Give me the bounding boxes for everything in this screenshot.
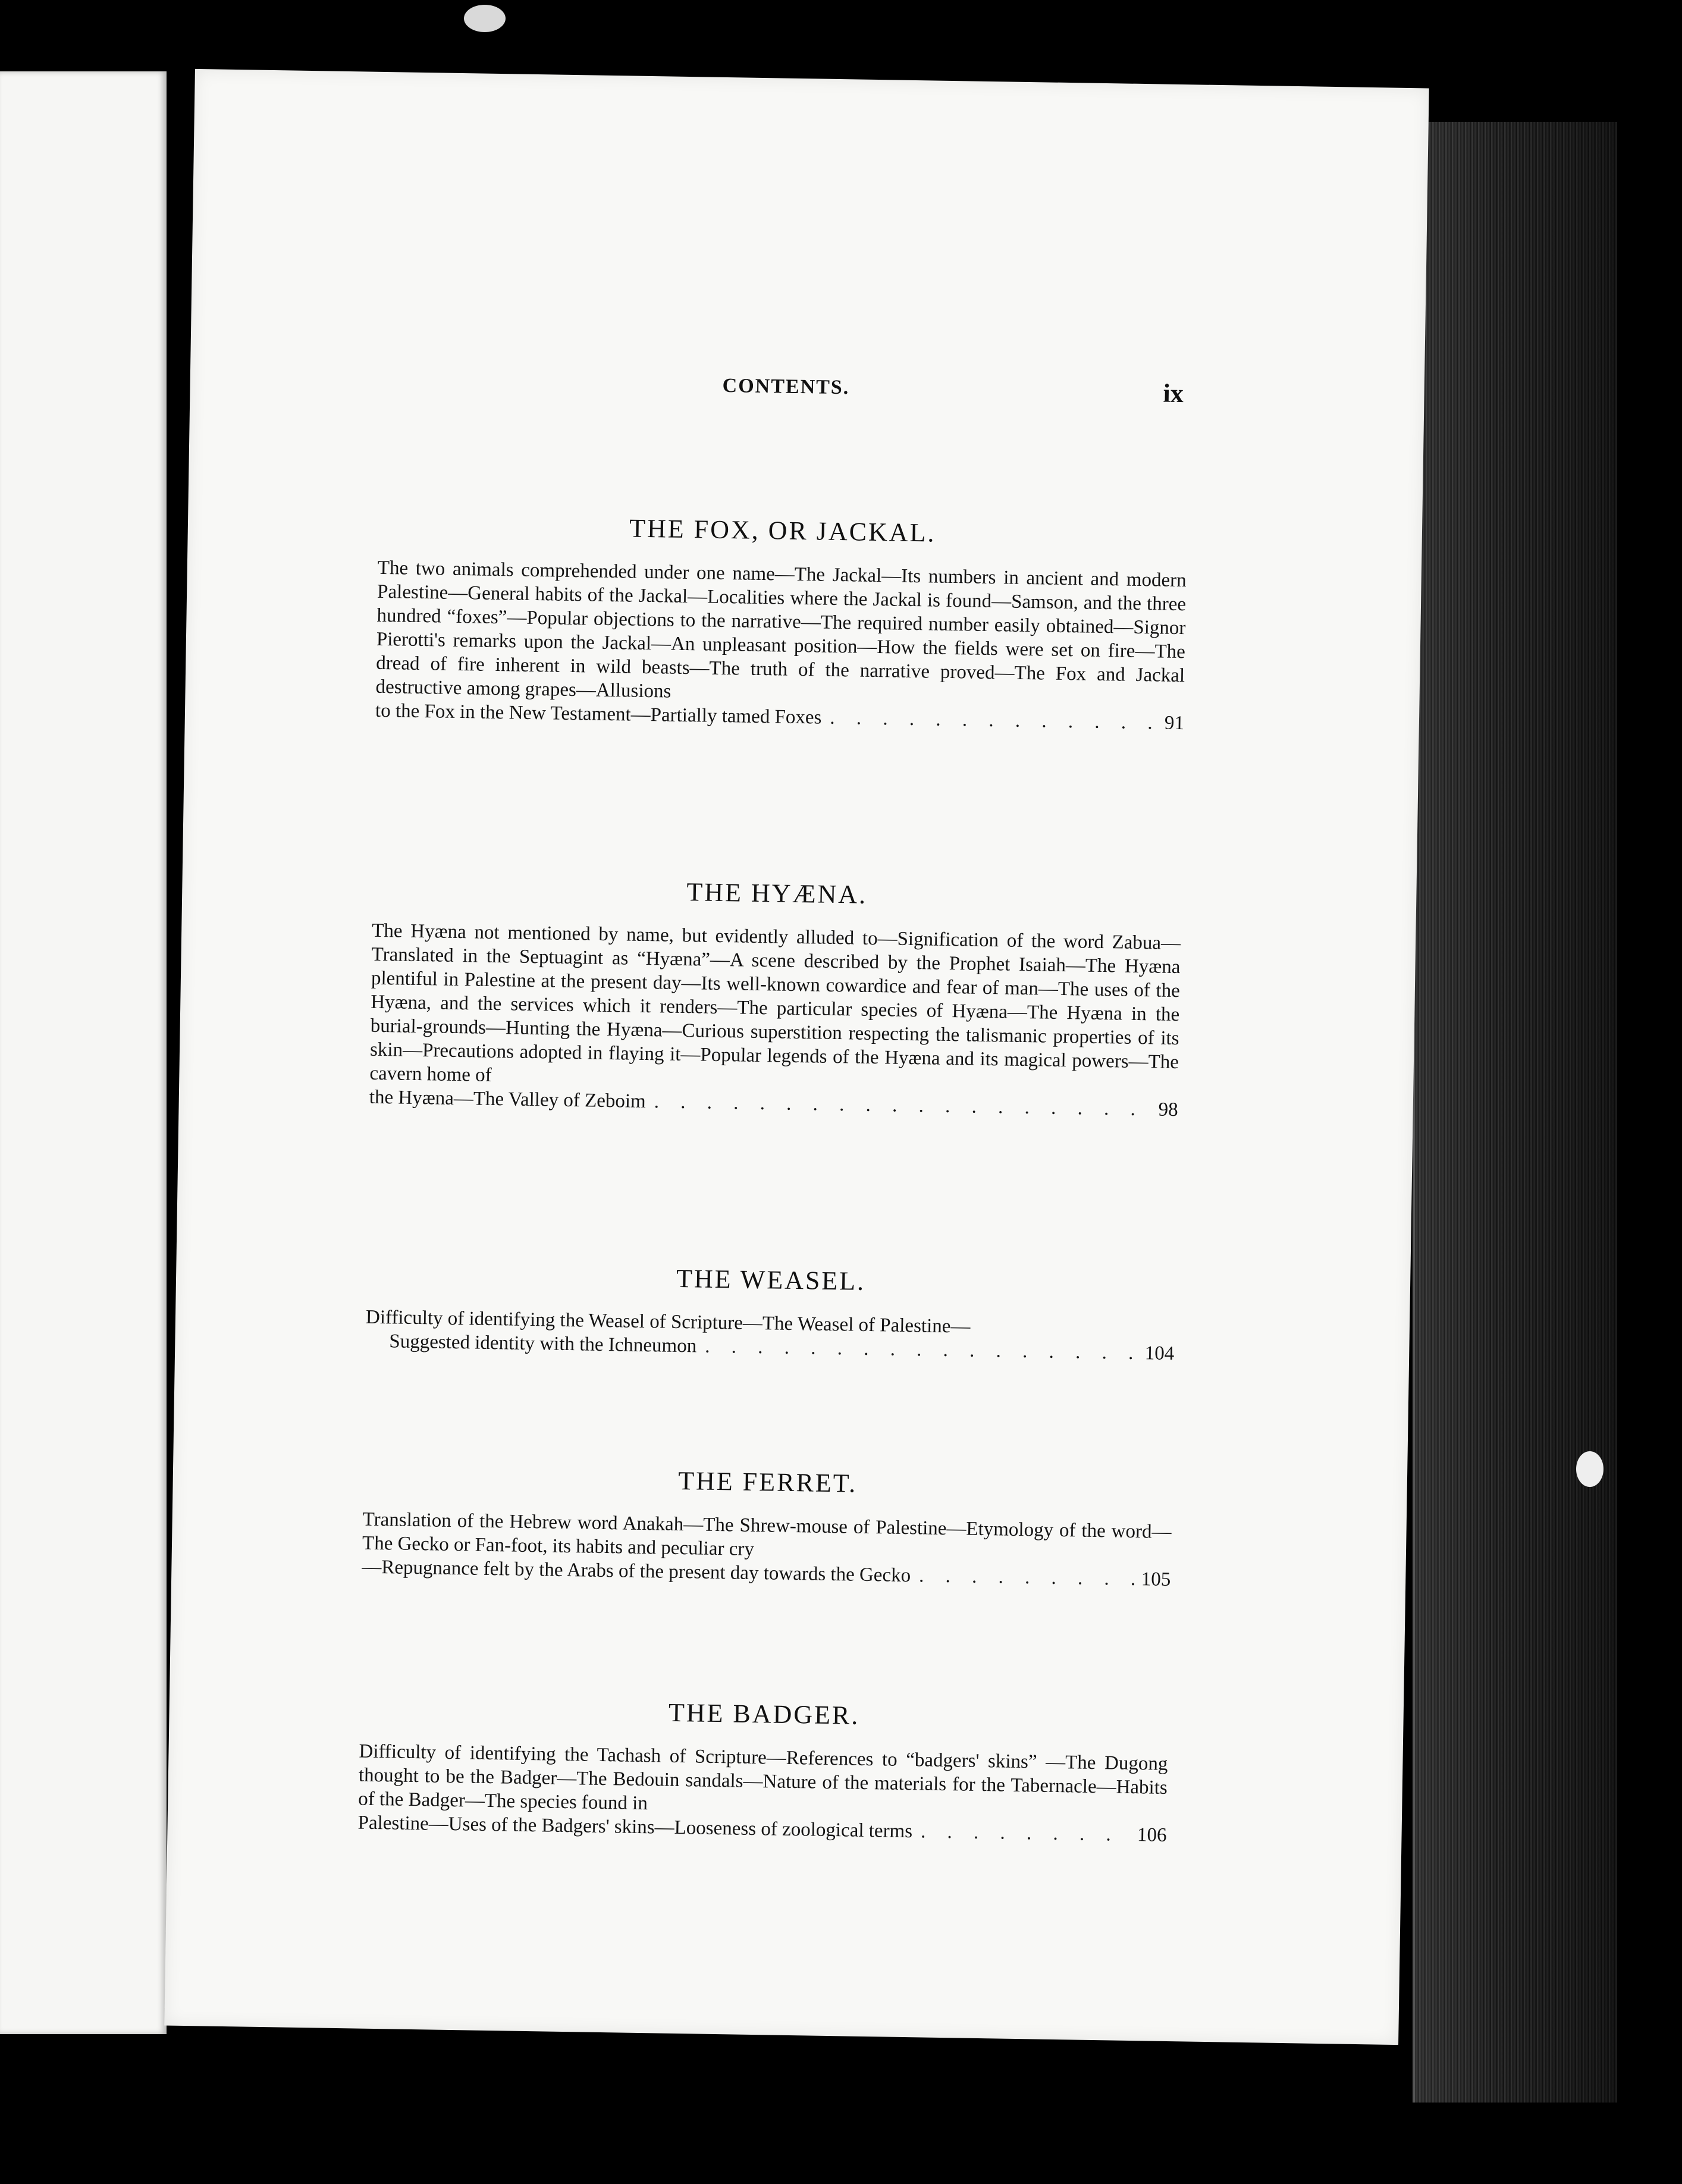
- summary-last-line: Suggested identity with the Ichneumon: [389, 1331, 697, 1357]
- section-summary: Translation of the Hebrew word Anakah—The Shrew-mouse of Palestine—Etymology of the word—The Gecko or Fan-foot, its habits and peculiar cry: [362, 1508, 1172, 1560]
- running-title: CONTENTS.: [722, 374, 850, 399]
- contents-section-fox: [375, 509, 1187, 735]
- entry-page-number: 104: [1144, 1342, 1175, 1365]
- contents-section-weasel: [365, 1259, 1175, 1366]
- entry-page-number: 91: [1164, 712, 1185, 735]
- dust-speck: [1576, 1451, 1603, 1487]
- entry-page-number: 106: [1137, 1824, 1167, 1846]
- section-summary: The Hyæna not mentioned by name, but evidently alluded to—Signification of the word Zabua—Translated in the Septuagint as “Hyæna”—A scene described by the Prophet Isaiah—The Hyæna plentiful in Palestine at the present day—Its well-known cowardice and fear of man—The uses of the Hyæna, and the services which it renders—The particular species of Hyæna—The Hyæna in the burial-grounds—Hunting the Hyæna—Curious superstition respecting the talismanic properties of its skin—Precautions adopted in flaying it—Popular legends of the Hyæna and its magical powers—The cavern home of: [369, 920, 1181, 1086]
- page-number: ix: [1163, 378, 1184, 409]
- entry-page-number: 105: [1141, 1568, 1171, 1590]
- summary-last-line: —Repugnance felt by the Arabs of the present day towards the Gecko: [362, 1556, 911, 1587]
- section-title: THE HYÆNA.: [686, 877, 868, 909]
- section-summary: Difficulty of identifying the Weasel of Scripture—The Weasel of Palestine—: [365, 1306, 971, 1338]
- contents-page: [164, 69, 1429, 2045]
- book-fore-edge: [1413, 122, 1617, 2103]
- dot-leader: [912, 1819, 1132, 1847]
- dot-leader: [821, 706, 1159, 735]
- entry-page-number: 98: [1158, 1099, 1178, 1121]
- section-summary: Difficulty of identifying the Tachash of Scripture—References to “badgers' skins” —The Dugong thought to be the Badger—The Bedouin sandals—Nature of the materials for the Tabernacle—Habits of the Badger—The species found in: [358, 1740, 1168, 1815]
- section-title: THE FERRET.: [677, 1466, 858, 1498]
- section-title: THE BADGER.: [668, 1697, 860, 1730]
- contents-section-badger: [357, 1693, 1169, 1847]
- summary-last-line: to the Fox in the New Testament—Partially tamed Foxes: [375, 699, 822, 729]
- running-head: [190, 366, 1424, 422]
- contents-section-hyaena: [369, 872, 1182, 1122]
- dot-leader: [911, 1564, 1135, 1591]
- facing-page-edge: [0, 71, 167, 2034]
- dust-speck: [464, 5, 506, 32]
- section-summary: The two animals comprehended under one name—The Jackal—Its numbers in ancient and modern Palestine—General habits of the Jackal—Localities where the Jackal is found—Samson, and the three hundred “foxes”—Popular objections to the narrative—The required number easily obtained—Signor Pierotti's remarks upon the Jackal—An unpleasant position—How the fields were set on fire—The dread of fire inherent in wild beasts—The truth of the narrative proved—The Fox and Jackal destructive among grapes—Allusions: [375, 557, 1187, 702]
- section-title: THE WEASEL.: [676, 1263, 866, 1296]
- contents-section-ferret: [362, 1461, 1172, 1592]
- summary-last-line: the Hyæna—The Valley of Zeboim: [369, 1086, 647, 1113]
- section-title: THE FOX, OR JACKAL.: [629, 513, 936, 548]
- summary-last-line: Palestine—Uses of the Badgers' skins—Looseness of zoological terms: [357, 1812, 913, 1843]
